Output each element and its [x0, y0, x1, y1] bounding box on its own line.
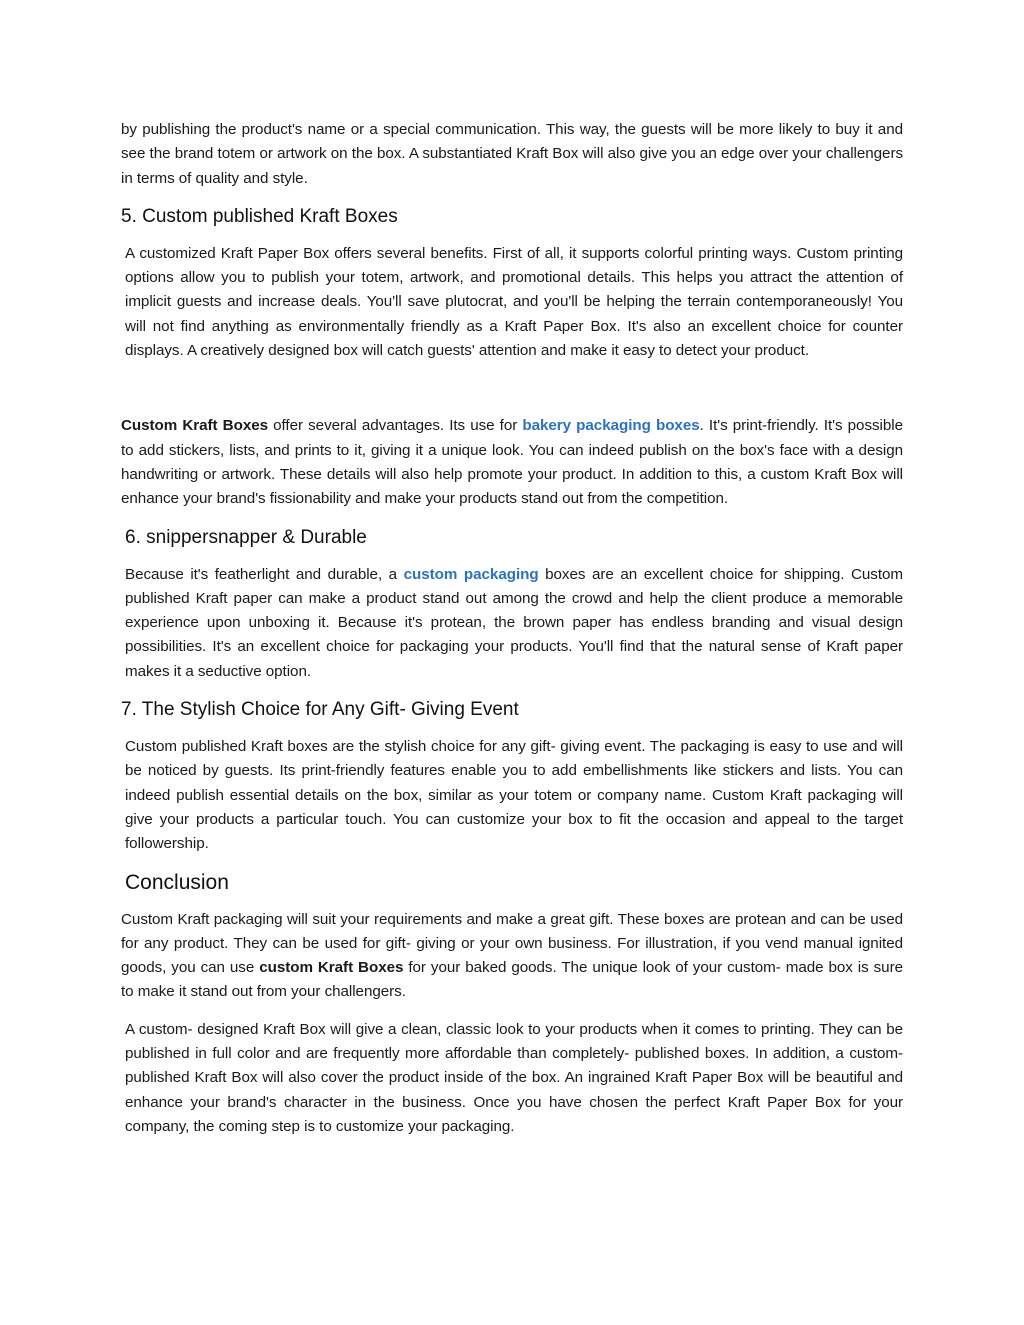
- section-5-paragraph-1: A customized Kraft Paper Box offers several benefits. First of all, it supports colorful printing ways. Custom printing options allow you to publish your totem, artwork, and promotional details. This helps you attract the attention of implicit guests and increase deals. You'll save plutocrat, and you'll be helping the terrain contemporaneously! You will not find anything as environmentally friendly as a Kraft Paper Box. It's also an excellent choice for counter displays. A creatively designed box will catch guests' attention and make it easy to detect your product.: [125, 244, 903, 360]
- section-6-heading: 6. snippersnapper & Durable: [125, 526, 367, 548]
- custom-kraft-boxes-bold-2: custom Kraft Boxes: [259, 959, 404, 977]
- conclusion-heading: Conclusion: [125, 870, 229, 894]
- conclusion-paragraph-1-text-a: Custom Kraft packaging will suit your requirements and make a great gift. These boxes are protean and can be used for any product. They can be used for gift- giving or your own business. For illustration, if you vend manual ignited goods, you can use: [121, 910, 903, 977]
- section-5-paragraph-2-text-a: offer several advantages. Its use for: [268, 417, 523, 435]
- intro-paragraph: by publishing the product's name or a special communication. This way, the guests will be more likely to buy it and see the brand totem or artwork on the box. A substantiated Kraft Box will also give you an edge over your challengers in terms of quality and style.: [121, 121, 903, 187]
- custom-kraft-boxes-bold: Custom Kraft Boxes: [121, 417, 269, 435]
- section-5-heading: 5. Custom published Kraft Boxes: [121, 205, 398, 227]
- section-7-heading: 7. The Stylish Choice for Any Gift- Giving Event: [121, 699, 519, 721]
- conclusion-paragraph-1: [121, 908, 903, 1005]
- section-6-paragraph: [121, 563, 903, 684]
- conclusion-paragraph-1-text-b: for your baked goods. The unique look of your custom- made box is sure to make it stand out from your challengers.: [121, 959, 903, 1001]
- section-6-paragraph-text-b: boxes are an excellent choice for shipping. Custom published Kraft paper can make a product stand out among the crowd and help the client produce a memorable experience upon unboxing it. Because it's protean, the brown paper has endless branding and visual design possibilities. It's an excellent choice for packaging your products. You'll find that the natural sense of Kraft paper makes it a seductive option.: [125, 565, 903, 680]
- section-7-paragraph: Custom published Kraft boxes are the stylish choice for any gift- giving event. The packaging is easy to use and will be noticed by guests. Its print-friendly features enable you to add embellishments like stickers and lists. You can indeed publish essential details on the box, similar as your totem or company name. Custom Kraft packaging will give your products a particular touch. You can customize your box to fit the occasion and appeal to the target followership.: [125, 738, 903, 853]
- section-5-paragraph-2-text-b: . It's print-friendly. It's possible to add stickers, lists, and prints to it, giving it a unique look. You can indeed publish on the box's face with a design handwriting or artwork. These details will also help promote your product. In addition to this, a custom Kraft Box will enhance your brand's fissionability and make your products stand out from the competition.: [121, 417, 903, 508]
- conclusion-paragraph-2: A custom- designed Kraft Box will give a clean, classic look to your products when it comes to printing. They can be published in full color and are frequently more affordable than completely- published boxes. In addition, a custom- published Kraft Box will also cover the product inside of the box. An ingrained Kraft Paper Box will be beautiful and enhance your brand's character in the business. Once you have chosen the perfect Kraft Paper Box for your company, the coming step is to customize your packaging.: [125, 1020, 903, 1135]
- bakery-packaging-boxes-link[interactable]: bakery packaging boxes: [522, 417, 700, 435]
- section-5-paragraph-2: [121, 414, 903, 511]
- custom-packaging-link[interactable]: custom packaging: [403, 565, 539, 583]
- document-page: [121, 118, 903, 1139]
- section-6-paragraph-text-a: Because it's featherlight and durable, a: [125, 565, 404, 583]
